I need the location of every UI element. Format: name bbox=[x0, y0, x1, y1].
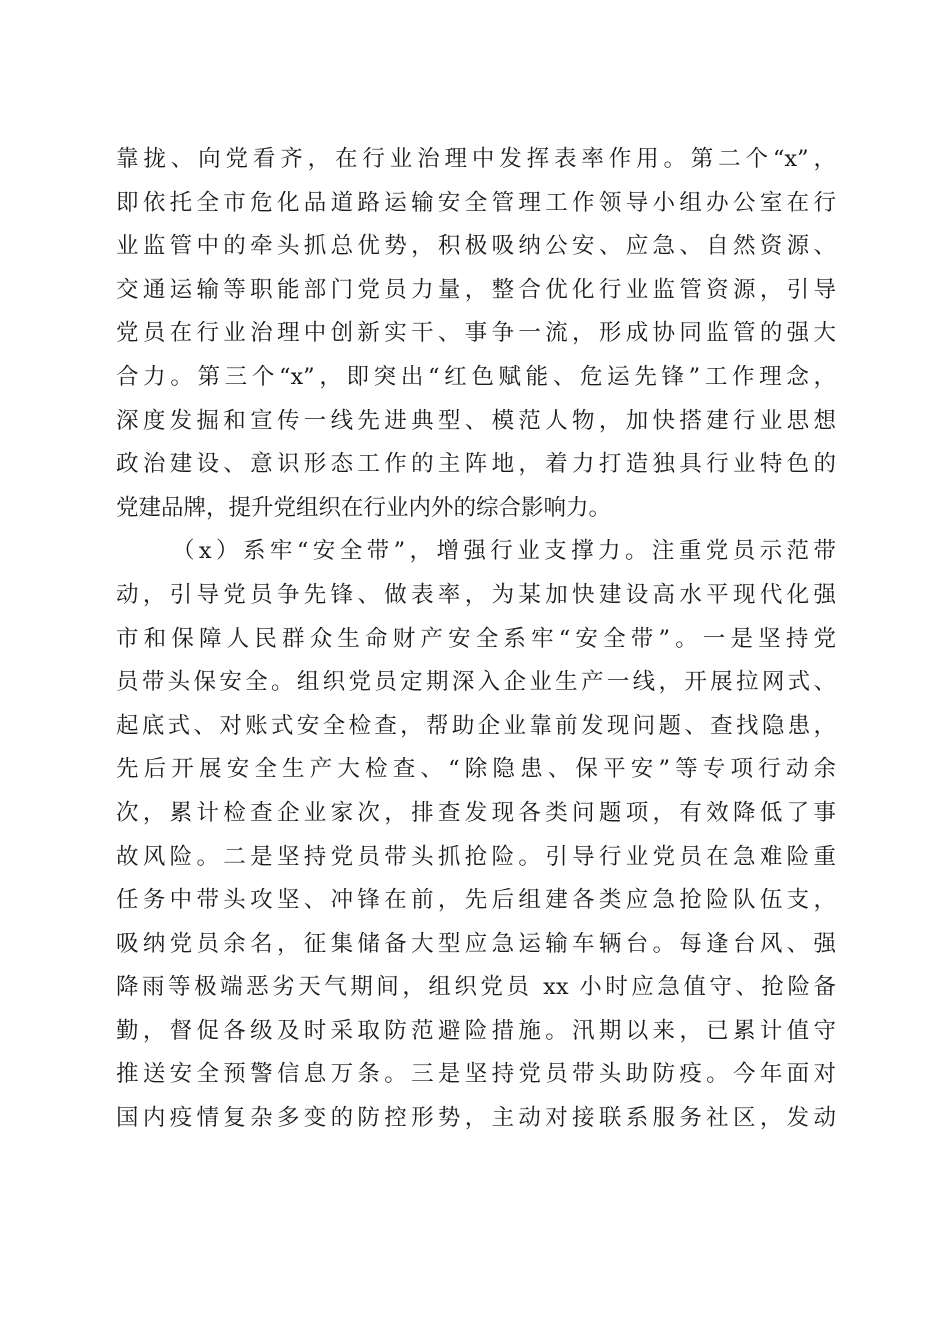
text-line: 交通运输等职能部门党员力量，整合优化行业监管资源，引导 bbox=[116, 276, 836, 303]
text-line: 业监管中的牵头抓总优势，积极吸纳公安、应急、自然资源、 bbox=[116, 233, 836, 260]
text-line: 党建品牌，提升党组织在行业内外的综合影响力。 bbox=[116, 494, 612, 521]
paragraph-1 bbox=[116, 138, 836, 530]
text-line: 次，累计检查企业家次，排查发现各类问题项，有效降低了事 bbox=[116, 799, 836, 826]
text-line: 员带头保安全。组织党员定期深入企业生产一线，开展拉网式、 bbox=[116, 669, 836, 696]
text-line: 起底式、对账式安全检查，帮助企业靠前发现问题、查找隐患， bbox=[116, 712, 836, 739]
text-line: 党员在行业治理中创新实干、事争一流，形成协同监管的强大 bbox=[116, 320, 836, 347]
text-line: 市和保障人民群众生命财产安全系牢“安全带”。一是坚持党 bbox=[116, 625, 836, 652]
text-line: 勤，督促各级及时采取防范避险措施。汛期以来，已累计值守 bbox=[116, 1017, 836, 1044]
text-line: 先后开展安全生产大检查、“除隐患、保平安”等专项行动余 bbox=[116, 756, 836, 783]
text-line: 任务中带头攻坚、冲锋在前，先后组建各类应急抢险队伍支， bbox=[116, 887, 836, 914]
text-line: 降雨等极端恶劣天气期间，组织党员 xx 小时应急值守、抢险备 bbox=[116, 974, 836, 1001]
text-line: 推送安全预警信息万条。三是坚持党员带头助防疫。今年面对 bbox=[116, 1061, 836, 1088]
text-line: 动，引导党员争先锋、做表率，为某加快建设高水平现代化强 bbox=[116, 581, 836, 608]
text-line: 故风险。二是坚持党员带头抓抢险。引导行业党员在急难险重 bbox=[116, 843, 836, 870]
text-line: 深度发掘和宣传一线先进典型、模范人物，加快搭建行业思想 bbox=[116, 407, 836, 434]
text-line: 政治建设、意识形态工作的主阵地，着力打造独具行业特色的 bbox=[116, 451, 836, 478]
body-text bbox=[116, 138, 836, 1141]
text-line: 合力。第三个“x”，即突出“红色赋能、危运先锋”工作理念， bbox=[116, 363, 836, 390]
text-line: 即依托全市危化品道路运输安全管理工作领导小组办公室在行 bbox=[116, 189, 836, 216]
text-line: （x）系牢“安全带”，增强行业支撑力。注重党员示范带 bbox=[172, 538, 836, 565]
text-line: 靠拢、向党看齐，在行业治理中发挥表率作用。第二个“x”， bbox=[116, 146, 836, 172]
text-line: 吸纳党员余名，征集储备大型应急运输车辆台。每逢台风、强 bbox=[116, 930, 836, 957]
paragraph-2 bbox=[116, 530, 836, 1140]
text-line: 国内疫情复杂多变的防控形势，主动对接联系服务社区，发动 bbox=[116, 1105, 836, 1132]
